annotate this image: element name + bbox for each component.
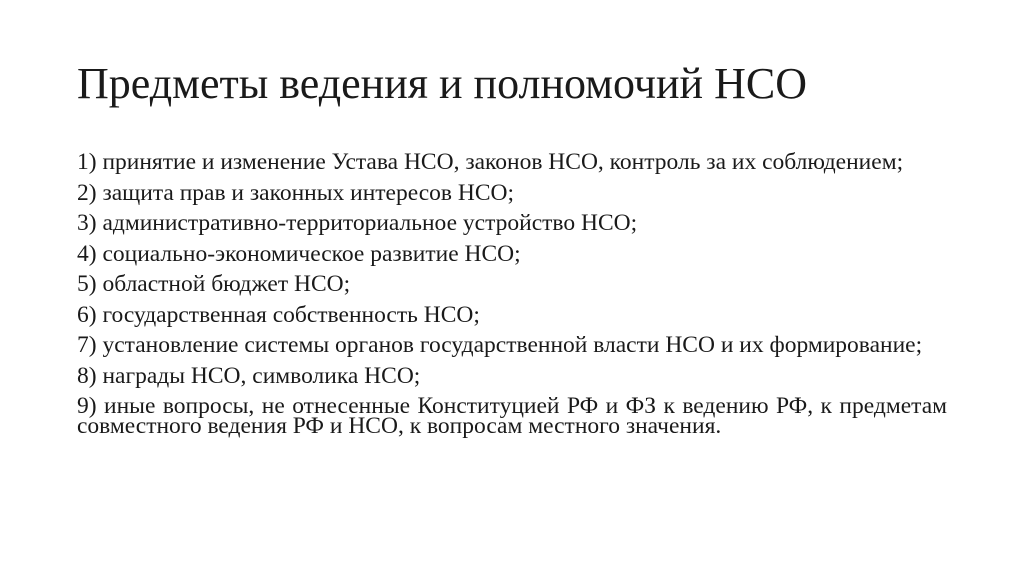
list-item: 3) административно-территориальное устройство НСО; <box>77 210 638 236</box>
list-item: 5) областной бюджет НСО; <box>77 271 351 297</box>
list-item: 6) государственная собственность НСО; <box>77 301 480 328</box>
list-item: 9) иные вопросы, не отнесенные Конституцией РФ и ФЗ к ведению РФ, к предметам совместного ведения РФ и НСО, к вопросам местного значения. <box>77 393 947 439</box>
list-item: 8) награды НСО, символика НСО; <box>77 362 421 389</box>
list-item: 2) защита прав и законных интересов НСО; <box>77 179 515 206</box>
list-item: 7) установление системы органов государственной власти НСО и их формирование; <box>77 332 923 358</box>
list-item: 1) принятие и изменение Устава НСО, законов НСО, контроль за их соблюдением; <box>77 149 904 175</box>
powers-list <box>77 149 947 447</box>
list-item: 4) социально-экономическое развитие НСО; <box>77 240 521 267</box>
slide-title: Предметы ведения и полномочий НСО <box>77 59 807 108</box>
